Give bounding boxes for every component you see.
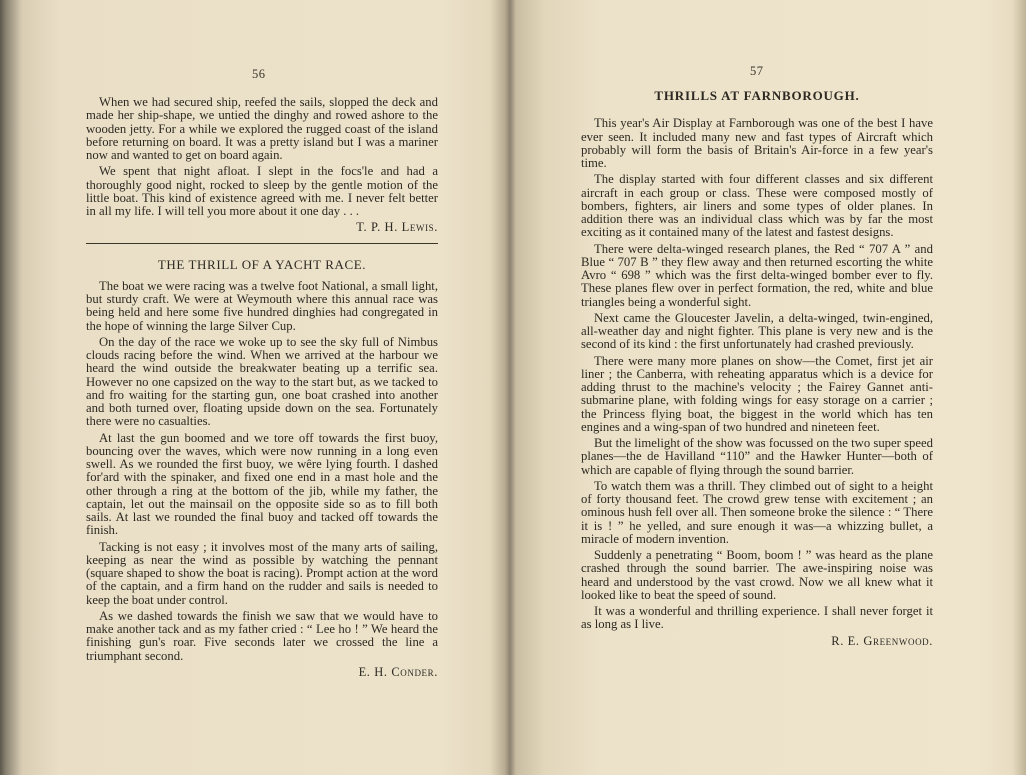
right-text-column <box>581 89 933 648</box>
paragraph: To watch them was a thrill. They climbed out of sight to a height of forty thousand feet. The crowd grew tense with excitement ; an ominous hush fell over all. Then someone broke the silence : “ There it is ! ” he yelled, and sure enough it was—a whizzing bullet, a miracle of modern invention. <box>581 478 933 546</box>
paragraph: At last the gun boomed and we tore off towards the first buoy, bouncing over the waves, which were now running in a long even swell. As we rounded the first buoy, we wêre lying fourth. I dashed for'ard with the spinaker, and fixed one end in a mast hole and the other through a ring at the bottom of the jib, while my father, the captain, let out the mainsail on the opposite side so as to fill both sails. At last we rounded the final buoy and tacked off towards the finish. <box>86 430 438 538</box>
author-signature: R. E. Greenwood. <box>831 633 933 648</box>
paragraph: There were many more planes on show—the Comet, first jet air liner ; the Canberra, with reheating apparatus which is a device for adding thrust to the machine's velocity ; the Fairey Gannet anti-submarine plane, with folding wings for easy storage on a carrier ; the Princess flying boat, the biggest in the world which has ten engines and a wing-span of two hundred and nineteen feet. <box>581 353 933 434</box>
paragraph: This year's Air Display at Farnborough was one of the best I have ever seen. It included many new and fast types of Aircraft which probably will form the basis of Britain's Air-force in a few year's time. <box>581 116 933 170</box>
page-number: 57 <box>750 64 764 78</box>
paragraph: But the limelight of the show was focussed on the two super speed planes—the de Havilland “110” and the Hawker Hunter—both of which are capable of flying through the sound barrier. <box>581 436 933 477</box>
author-signature: E. H. Conder. <box>358 664 438 679</box>
paragraph: Next came the Gloucester Javelin, a delta-winged, twin-engined, all-weather day and night fighter. This plane is very new and is the second of its kind : the first unfortunately had crashed previously. <box>581 310 933 352</box>
paragraph: As we dashed towards the finish we saw that we would have to make another tack and as my father cried : “ Lee ho ! ” We heard the finishing gun's roar. Five seconds later we crossed the line a triumphant second. <box>86 608 438 663</box>
left-page <box>0 0 507 775</box>
paragraph: The boat we were racing was a twelve foot National, a small light, but sturdy craft. We were at Weymouth where this annual race was being held and here some five hundred dinghies had congregated in the hope of winning the large Silver Cup. <box>86 278 438 333</box>
paragraph: The display started with four different classes and six different aircraft in each group or class. These were composed mostly of bombers, fighters, air liners and some types of older planes. In addition there was an individual class which was by far the most exciting as it contained many of the latest and fastest designs. <box>581 172 933 240</box>
author-signature: T. P. H. Lewis. <box>356 220 438 235</box>
paragraph: Tacking is not easy ; it involves most of the many arts of sailing, keeping as near the wind as possible by watching the pennant (square shaped to show the boat is racing). Prompt action at the word of the captain, and a firm hand on the rudder and sails is needed to keep the boat under control. <box>86 539 438 607</box>
paragraph: We spent that night afloat. I slept in the focs'le and had a thoroughly good night, rocked to sleep by the gentle motion of the little boat. This kind of existence agreed with me. I never felt better in all my life. I will tell you more about it one day . . . <box>86 164 438 218</box>
page-number: 56 <box>252 67 266 81</box>
section-title: THE THRILL OF A YACHT RACE. <box>157 256 367 272</box>
section-title: THRILLS AT FARNBOROUGH. <box>654 88 860 103</box>
paragraph: Suddenly a penetrating “ Boom, boom ! ” was heard as the plane crashed through the sound barrier. The awe-inspiring noise was heard and understood by the vast crowd. Now we all knew what it looked like to beat the speed of sound. <box>581 548 933 602</box>
right-page <box>510 0 1026 775</box>
paragraph: On the day of the race we woke up to see the sky full of Nimbus clouds racing before the wind. When we arrived at the harbour we heard the wind outside the breakwater beating up a terrific sea. However no one capsized on the way to the start but, as we tacked to and fro waiting for the starting gun, one boat crashed into another and both turned over, floating upside down on the sea. Fortunately there were no casualties. <box>86 334 438 429</box>
paragraph: When we had secured ship, reefed the sails, slopped the deck and made her ship-shape, we untied the dinghy and rowed ashore to the wooden jetty. For a while we explored the rugged coast of the island before returning on board. It was a pretty island but I was a mariner now and wanted to get on board again. <box>86 95 438 162</box>
paragraph: There were delta-winged research planes, the Red “ 707 A ” and Blue “ 707 B ” they flew away and then returned escorting the white Avro “ 698 ” which was the first delta-winged bomber ever to fly. These planes flew over in perfect formation, the red, white and blue triangles being a wonderful sight. <box>581 241 933 309</box>
paragraph: It was a wonderful and thrilling experience. I shall never forget it as long as I live. <box>581 604 933 632</box>
section-divider <box>86 243 438 244</box>
left-text-column <box>86 96 438 679</box>
